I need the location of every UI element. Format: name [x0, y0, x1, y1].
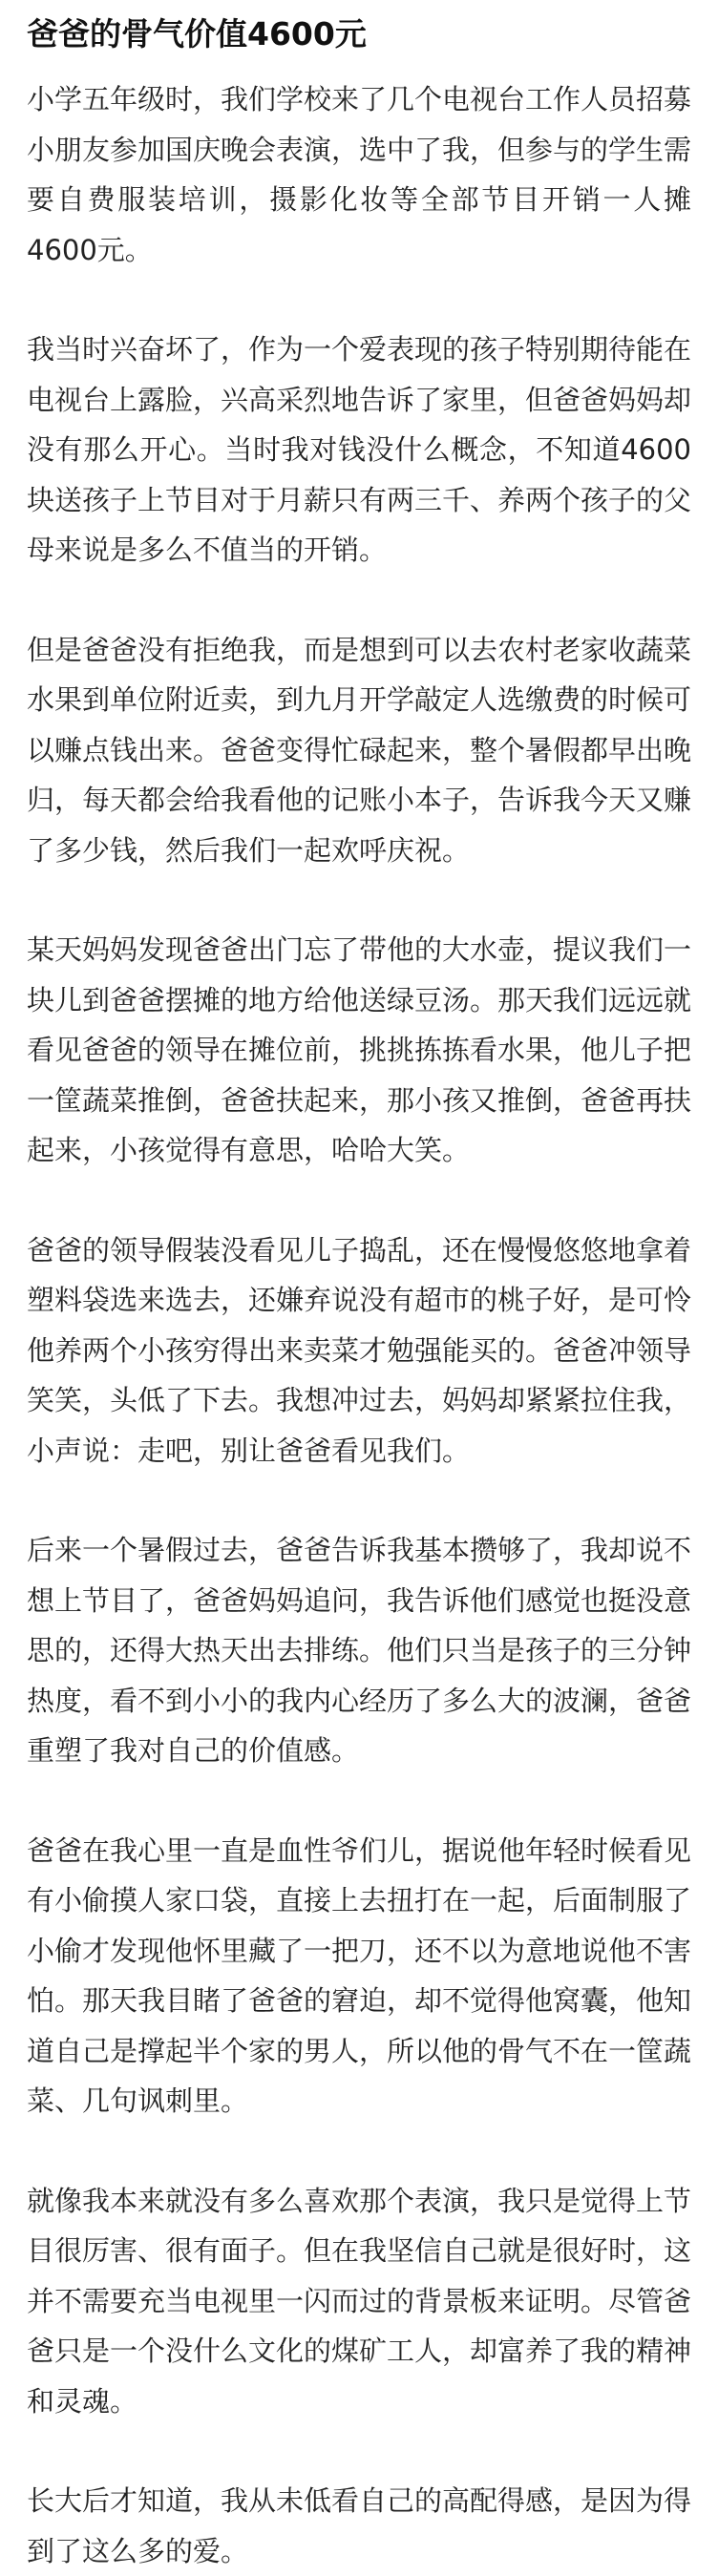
paragraph: 后来一个暑假过去，爸爸告诉我基本攒够了，我却说不想上节目了，爸爸妈妈追问，我告诉他们感觉也挺没意思的，还得大热天出去排练。他们只当是孩子的三分钟热度，看不到小小的我内心经历了多么大的波澜，爸爸重塑了我对自己的价值感。 [27, 1534, 692, 1767]
article-title: 爸爸的骨气价值4600元 [27, 15, 367, 52]
paragraph: 爸爸在我心里一直是血性爷们儿，据说他年轻时候看见有小偷摸人家口袋，直接上去扭打在一起，后面制服了小偷才发现他怀里藏了一把刀，还不以为意地说他不害怕。那天我目睹了爸爸的窘迫，却不觉得他窝囊，他知道自己是撑起半个家的男人，所以他的骨气不在一筐蔬菜、几句讽刺里。 [27, 1833, 692, 2117]
paragraph: 但是爸爸没有拒绝我，而是想到可以去农村老家收蔬菜水果到单位附近卖，到九月开学敲定人选缴费的时候可以赚点钱出来。爸爸变得忙碌起来，整个暑假都早出晚归，每天都会给我看他的记账小本子，告诉我今天又赚了多少钱，然后我们一起欢呼庆祝。 [27, 633, 692, 867]
paragraph: 就像我本来就没有多么喜欢那个表演，我只是觉得上节目很厉害、很有面子。但在我坚信自己就是很好时，这并不需要充当电视里一闪而过的背景板来证明。尽管爸爸只是一个没什么文化的煤矿工人，却富养了我的精神和灵魂。 [27, 2184, 692, 2418]
paragraph: 某天妈妈发现爸爸出门忘了带他的大水壶，提议我们一块儿到爸爸摆摊的地方给他送绿豆汤。那天我们远远就看见爸爸的领导在摊位前，挑挑拣拣看水果，他儿子把一筐蔬菜推倒，爸爸扶起来，那小孩又推倒，爸爸再扶起来，小孩觉得有意思，哈哈大笑。 [27, 933, 692, 1166]
paragraph: 小学五年级时，我们学校来了几个电视台工作人员招募小朋友参加国庆晚会表演，选中了我，但参与的学生需要自费服装培训，摄影化妆等全部节目开销一人摊4600元。 [27, 83, 692, 266]
paragraph: 我当时兴奋坏了，作为一个爱表现的孩子特别期待能在电视台上露脸，兴高采烈地告诉了家里，但爸爸妈妈却没有那么开心。当时我对钱没什么概念，不知道4600块送孩子上节目对于月薪只有两三千、养两个孩子的父母来说是多么不值当的开销。 [27, 333, 692, 566]
paragraph: 爸爸的领导假装没看见儿子捣乱，还在慢慢悠悠地拿着塑料袋选来选去，还嫌弃说没有超市的桃子好，是可怜他养两个小孩穷得出来卖菜才勉强能买的。爸爸冲领导笑笑，头低了下去。我想冲过去，妈妈却紧紧拉住我，小声说：走吧，别让爸爸看见我们。 [27, 1233, 692, 1467]
article-body [27, 74, 691, 2576]
paragraph: 长大后才知道，我从未低看自己的高配得感，是因为得到了这么多的爱。 [27, 2484, 692, 2567]
